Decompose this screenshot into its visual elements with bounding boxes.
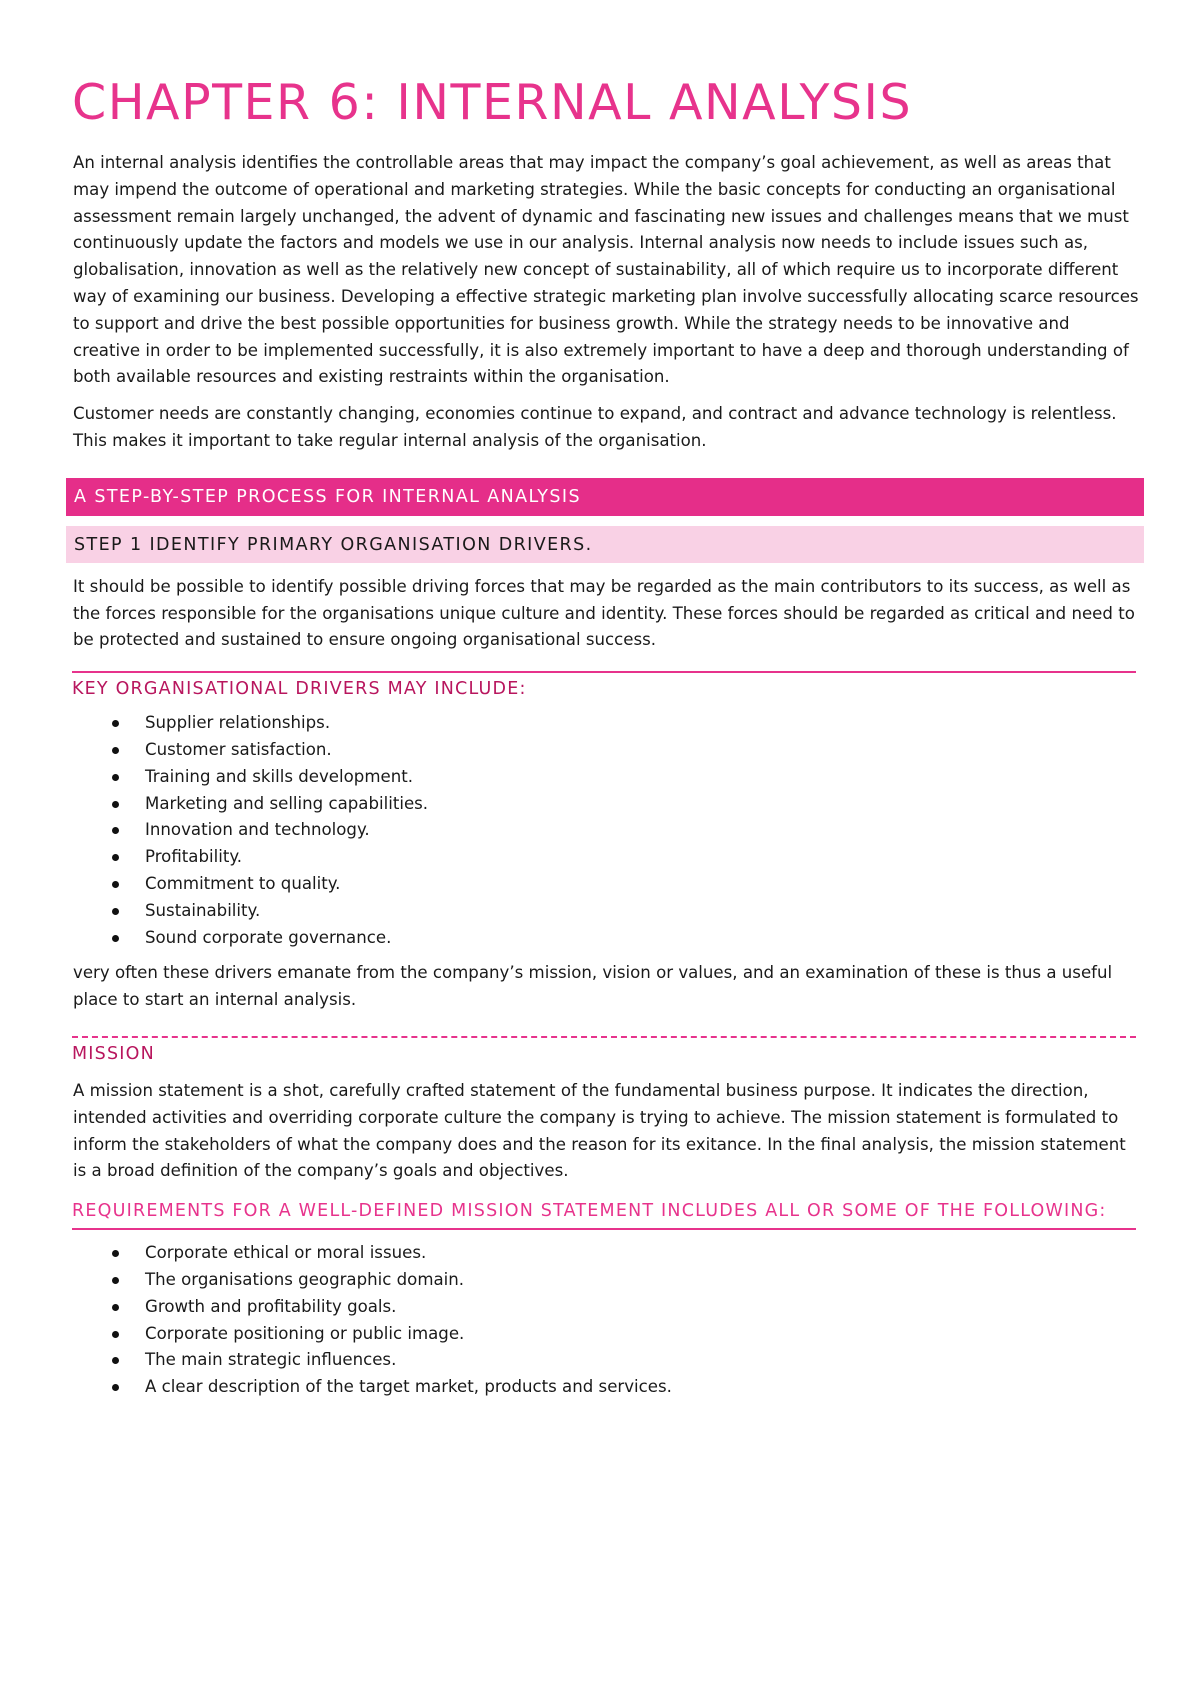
intro-paragraph-1: An internal analysis identifies the controllable areas that may impact the company’s goal achievement, as well as areas that may impend the outcome of operational and marketing strategies. While the basic concepts for conducting an organisational assessment remain largely unchanged, the advent of dynamic and fascinating new issues and challenges means that we must continuously update the factors and models we use in our analysis. Internal analysis now needs to include issues such as, globalisation, innovation as well as the relatively new concept of sustainability, all of which require us to incorporate different way of examining our business. Developing a effective strategic marketing plan involve successfully allocating scarce resources to support and drive the best possible opportunities for business growth. While the strategy needs to be innovative and creative in order to be implemented successfully, it is also extremely important to have a deep and thorough understanding of both available resources and existing restraints within the organisation. (73, 153, 1139, 387)
list-item (72, 817, 1142, 844)
bullet-icon (112, 1384, 119, 1391)
drivers-heading: KEY ORGANISATIONAL DRIVERS MAY INCLUDE: (72, 679, 527, 700)
step1-paragraph: It should be possible to identify possible driving forces that may be regarded as the main contributors to its success, as well as the forces responsible for the organisations unique culture and identity. These forces should be regarded as critical and need to be protected and sustained to ensure ongoing organisational success. (73, 576, 1135, 650)
section-divider-dotted (72, 1036, 1136, 1038)
bullet-icon (112, 935, 119, 942)
list-item-text: The main strategic influences. (145, 1350, 397, 1370)
mission-heading: MISSION (72, 1043, 155, 1064)
bullet-icon (112, 881, 119, 888)
list-item (72, 1347, 1142, 1374)
list-item (72, 737, 1142, 764)
list-item (72, 791, 1142, 818)
requirements-list (72, 1240, 1142, 1401)
section-divider (72, 671, 1136, 673)
step1-heading-band: STEP 1 IDENTIFY PRIMARY ORGANISATION DRIVERS. (66, 526, 1144, 563)
list-item (72, 710, 1142, 737)
list-item-text: Corporate positioning or public image. (145, 1323, 465, 1343)
bullet-icon (112, 1331, 119, 1338)
list-item-text: Corporate ethical or moral issues. (145, 1243, 427, 1263)
list-item (72, 1294, 1142, 1321)
list-item-text: Growth and profitability goals. (145, 1296, 397, 1316)
list-item-text: Supplier relationships. (145, 713, 331, 733)
chapter-title: CHAPTER 6: INTERNAL ANALYSIS (72, 74, 913, 131)
bullet-icon (112, 1304, 119, 1311)
bullet-icon (112, 801, 119, 808)
list-item-text: Sustainability. (145, 900, 261, 920)
list-item (72, 1321, 1142, 1348)
list-item-text: Commitment to quality. (145, 873, 341, 893)
list-item (72, 925, 1142, 952)
list-item-text: A clear description of the target market, products and services. (145, 1377, 672, 1397)
process-heading-band: A STEP-BY-STEP PROCESS FOR INTERNAL ANALYSIS (66, 478, 1144, 516)
drivers-list (72, 710, 1142, 951)
requirements-heading: REQUIREMENTS FOR A WELL-DEFINED MISSION STATEMENT INCLUDES ALL OR SOME OF THE FOLLOWING: (72, 1201, 1107, 1222)
bullet-icon (112, 1250, 119, 1257)
list-item-text: Marketing and selling capabilities. (145, 793, 429, 813)
document-page (72, 70, 1142, 1401)
bullet-icon (112, 720, 119, 727)
list-item (72, 871, 1142, 898)
bullet-icon (112, 747, 119, 754)
list-item-text: Customer satisfaction. (145, 739, 332, 759)
list-item-text: Profitability. (145, 847, 243, 867)
section-divider (72, 1228, 1136, 1230)
list-item (72, 1267, 1142, 1294)
bullet-icon (112, 827, 119, 834)
intro-paragraph-2: Customer needs are constantly changing, economies continue to expand, and contract and advance technology is relentless. This makes it important to take regular internal analysis of the organisation. (73, 404, 1117, 450)
list-item (72, 898, 1142, 925)
bullet-icon (112, 908, 119, 915)
list-item (72, 1374, 1142, 1401)
list-item (72, 844, 1142, 871)
mission-paragraph: A mission statement is a shot, carefully crafted statement of the fundamental business purpose. It indicates the direction, intended activities and overriding corporate culture the company is trying to achieve. The mission statement is formulated to inform the stakeholders of what the company does and the reason for its exitance. In the final analysis, the mission statement is a broad definition of the company’s goals and objectives. (73, 1080, 1126, 1181)
drivers-closing-paragraph: very often these drivers emanate from the company’s mission, vision or values, and an examination of these is thus a useful place to start an internal analysis. (73, 963, 1113, 1010)
list-item-text: Innovation and technology. (145, 820, 370, 840)
list-item-text: Sound corporate governance. (145, 927, 392, 947)
bullet-icon (112, 1357, 119, 1364)
list-item-text: Training and skills development. (145, 766, 413, 786)
bullet-icon (112, 774, 119, 781)
bullet-icon (112, 854, 119, 861)
list-item (72, 1240, 1142, 1267)
list-item-text: The organisations geographic domain. (145, 1269, 465, 1289)
list-item (72, 764, 1142, 791)
bullet-icon (112, 1277, 119, 1284)
